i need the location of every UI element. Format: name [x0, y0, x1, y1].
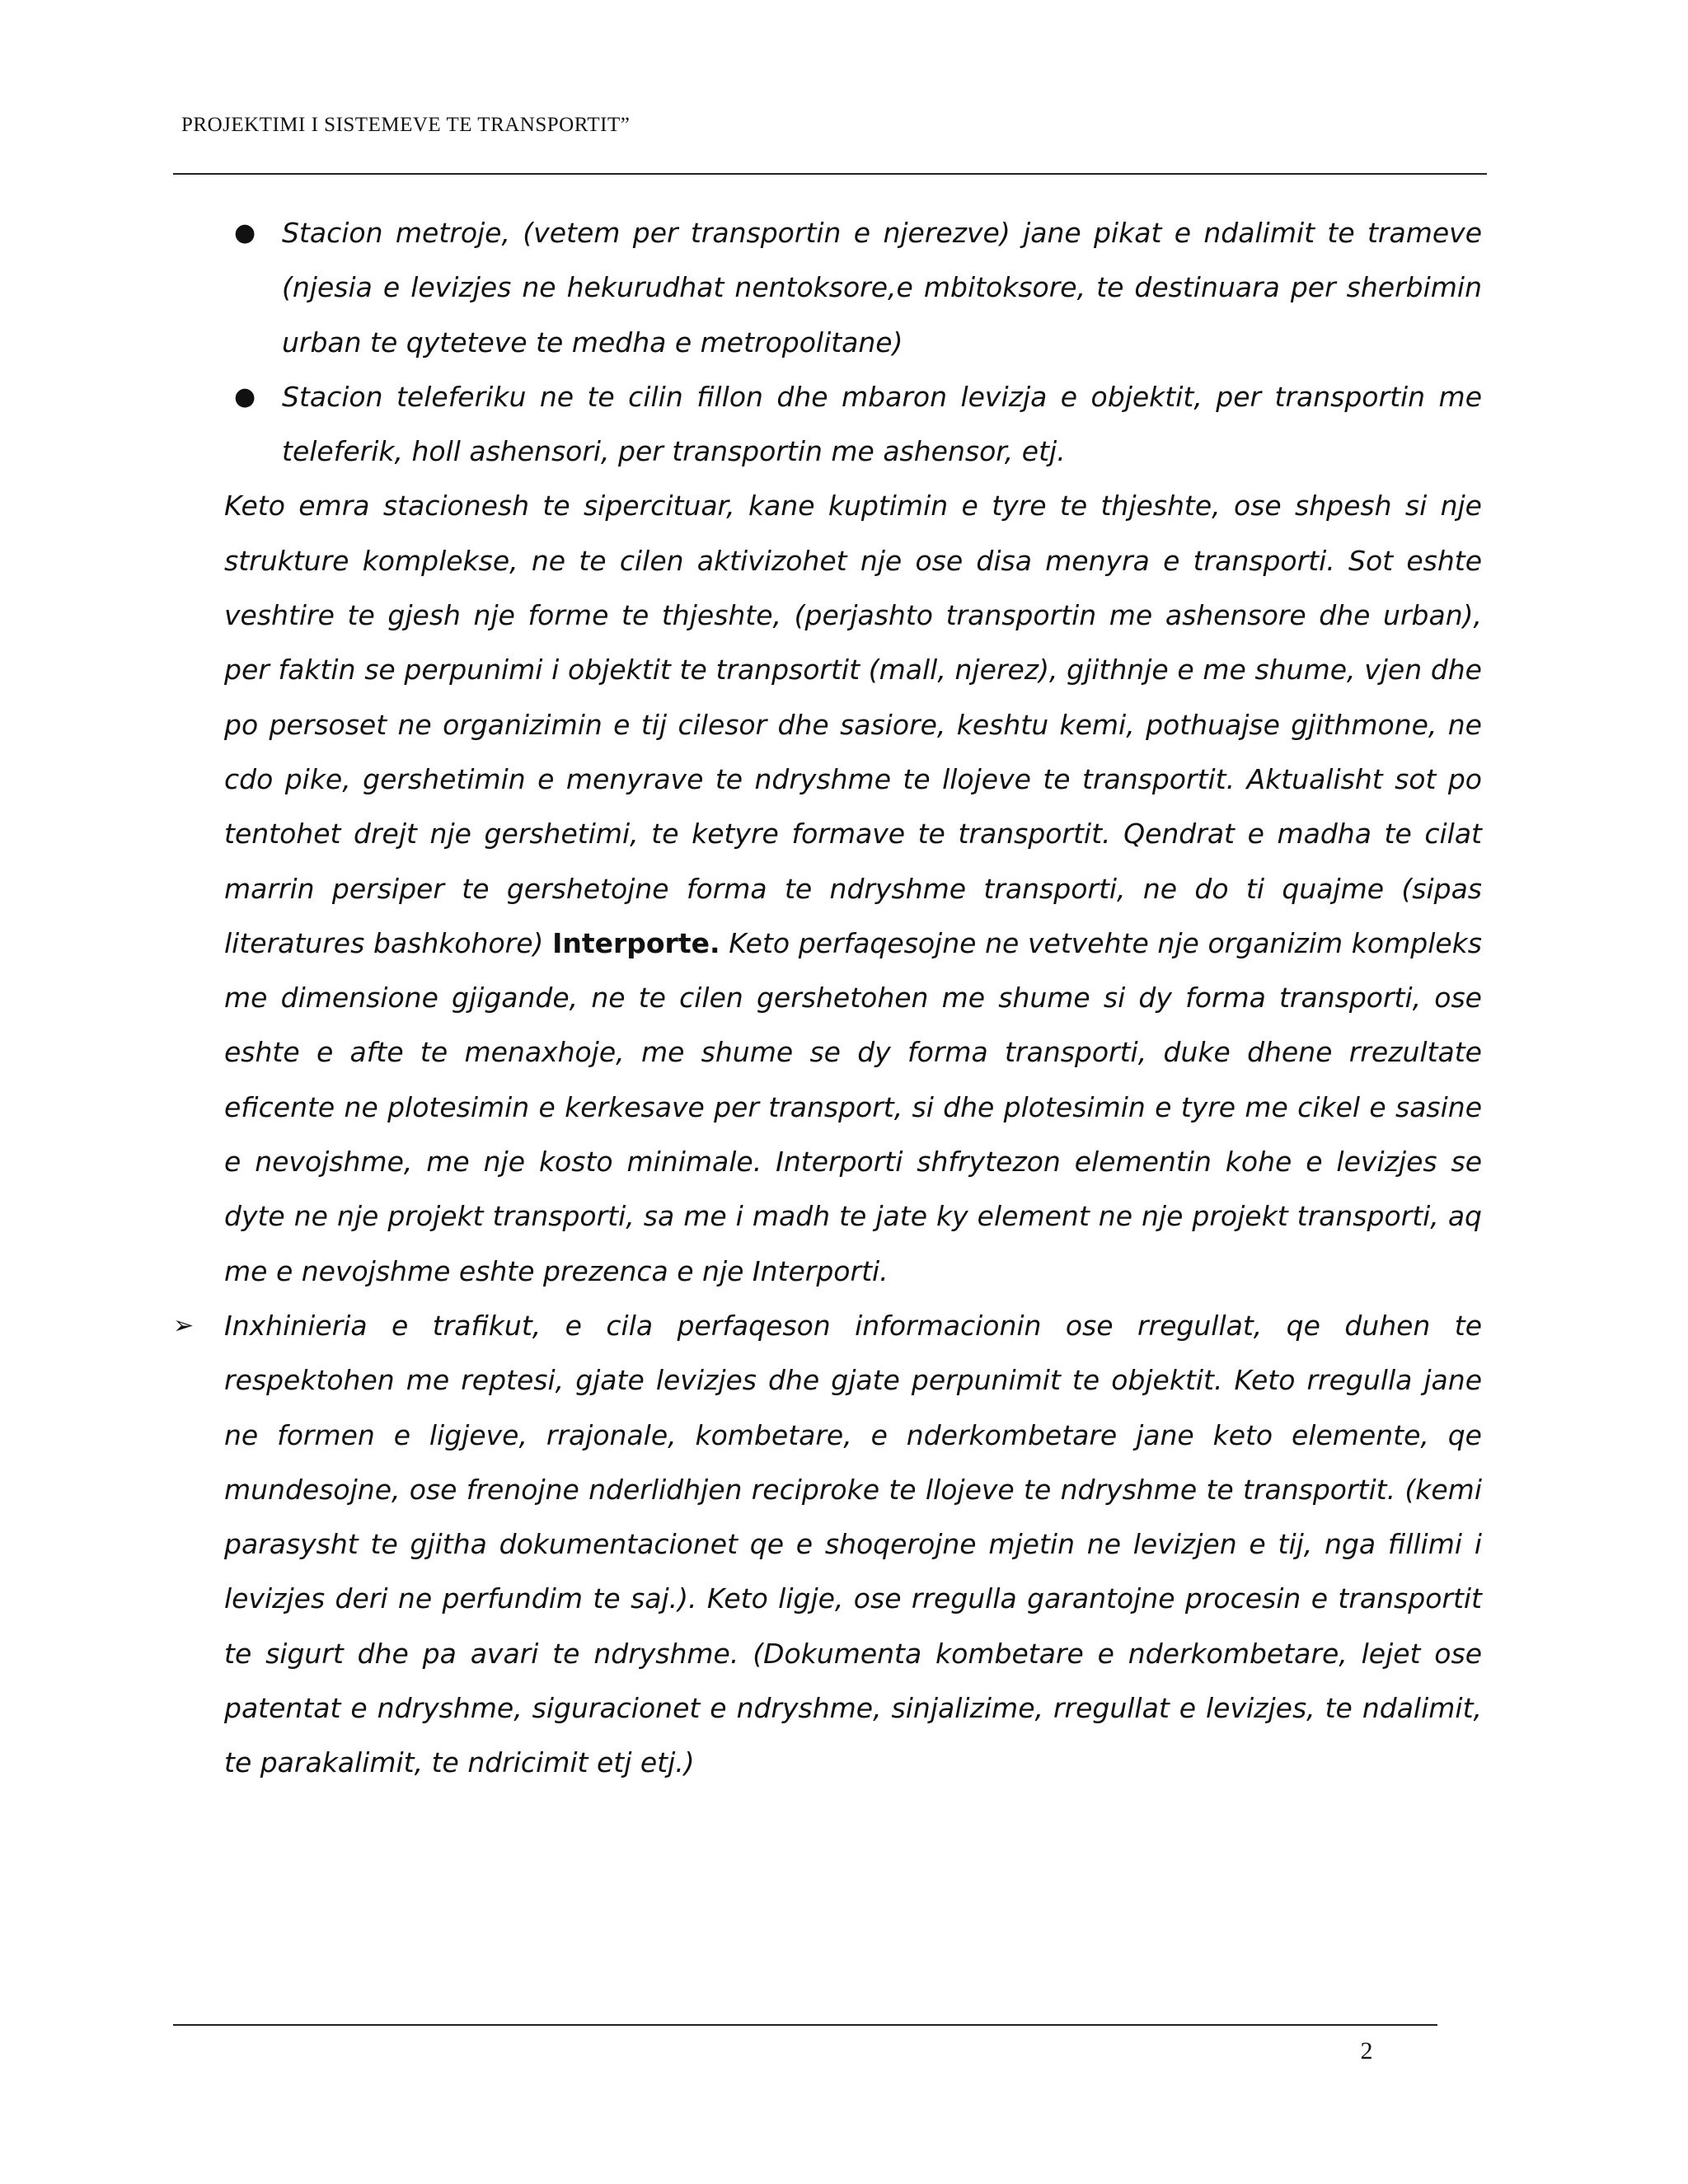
page-body — [0, 206, 1688, 1791]
paragraph-text: Keto emra stacionesh te sipercituar, kane kuptimin e tyre te thjeshte, ose shpesh si nje strukture komplekse, ne te cilen aktivizohet nje ose disa menyra e transporti. Sot eshte veshtire te gjesh nje forme te thjeshte, (perjashto transportin me ashensore dhe urban), per faktin se perpunimi i objektit te tranpsortit (mall, njerez), gjithnje e me shume, vjen dhe po persoset ne organizimin e tij cilesor dhe sasiore, keshtu kemi, pothuajse gjithmone, ne cdo pike, gershetimin e menyrave te ndryshme te llojeve te transportit. Aktualisht sot po tentohet drejt nje gershetimi, te ketyre formave te transportit. Qendrat e madha te cilat marrin persiper te gershetojne forma te ndryshme transporti, ne do ti quajme (sipas literatures bashkohore) — [224, 490, 1482, 959]
bullet-dot-icon: ● — [234, 382, 256, 411]
arrow-bullet-icon: ➢ — [173, 1310, 195, 1340]
arrow-bullet-item — [173, 1299, 1482, 1791]
interporte-term: Interporte. — [552, 926, 720, 959]
page-number: 2 — [1360, 2037, 1373, 2064]
bullet-text: Stacion metroje, (vetem per transportin e njerezve) jane pikat e ndalimit te trameve (njesia e levizjes ne hekurudhat nentoksore,e mbitoksore, te destinuara per sherbimin urban te qyteteve te medha e metropolitane) — [282, 217, 1482, 359]
bullet-text: Stacion teleferiku ne te cilin fillon dhe mbaron levizja e objektit, per transportin me teleferik, holl ashensori, per transportin me ashensor, etj. — [282, 380, 1482, 468]
running-header: PROJEKTIMI I SISTEMEVE TE TRANSPORTIT” — [181, 114, 631, 136]
body-paragraph — [224, 479, 1482, 1298]
bullet-item — [234, 370, 1482, 480]
bullet-dot-icon: ● — [234, 218, 256, 247]
footer-divider — [173, 2024, 1437, 2026]
header-divider — [173, 173, 1487, 175]
arrow-bullet-text: Inxhinieria e trafikut, e cila perfaqeson informacionin ose rregullat, qe duhen te respektohen me reptesi, gjate levizjes dhe gjate perpunimit te objektit. Keto rregulla jane ne formen e ligjeve, rrajonale, kombetare, e nderkombetare jane keto elemente, qe mundesojne, ose frenojne nderlidhjen reciproke te llojeve te ndryshme te transportit. (kemi parasysht te gjitha dokumentacionet qe e shoqerojne mjetin ne levizjen e tij, nga fillimi i levizjes deri ne perfundim te saj.). Keto ligje, ose rregulla garantojne procesin e transportit te sigurt dhe pa avari te ndryshme. (Dokumenta kombetare e nderkombetare, lejet ose patentat e ndryshme, siguracionet e ndryshme, sinjalizime, rregullat e levizjes, te ndalimit, te parakalimit, te ndricimit etj etj.) — [224, 1309, 1482, 1779]
paragraph-text-continued: Keto perfaqesojne ne vetvehte nje organizim kompleks me dimensione gjigande, ne te cilen gershetohen me shume si dy forma transporti, ose eshte e afte te menaxhoje, me shume se dy forma transporti, duke dhene rrezultate eficente ne plotesimin e kerkesave per transport, si dhe plotesimin e tyre me cikel e sasine e nevojshme, me nje kosto minimale. Interporti shfrytezon elementin kohe e levizjes se dyte ne nje projekt transporti, sa me i madh te jate ky element ne nje projekt transporti, aq me e nevojshme eshte prezenca e nje Interporti. — [224, 926, 1482, 1287]
bullet-item — [234, 206, 1482, 370]
